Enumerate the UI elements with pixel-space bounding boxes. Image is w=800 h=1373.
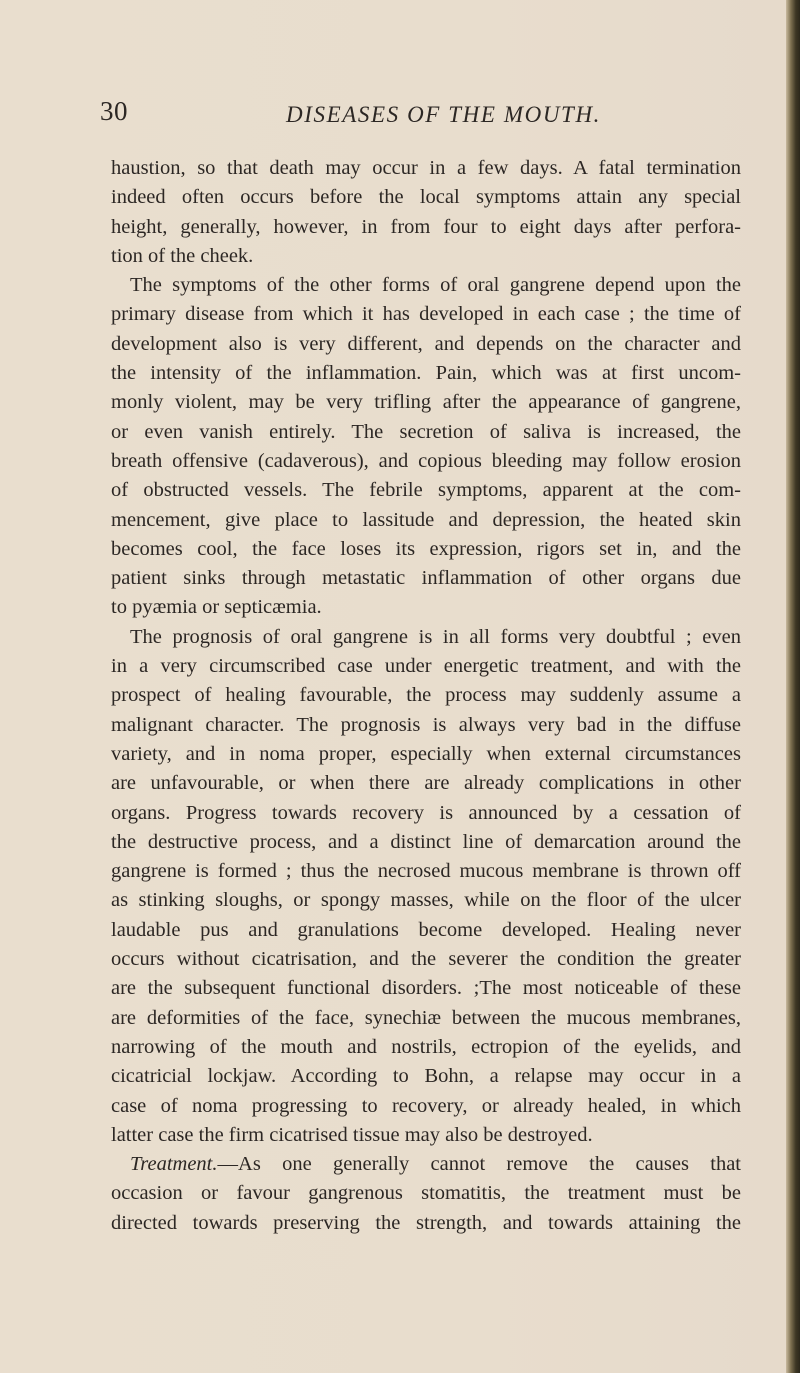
text-line: height, generally, however, in from four to eight days after perfora- (111, 215, 741, 238)
text-line: to pyæmia or septicæmia. (111, 596, 322, 619)
treatment-paragraph-line (111, 1150, 741, 1179)
treatment-heading: Treatment. (130, 1153, 218, 1176)
text-line: cicatricial lockjaw. According to Bohn, a relapse may occur in a (111, 1065, 741, 1088)
text-line: are the subsequent functional disorders. ;The most noticeable of these (111, 977, 741, 1000)
text-line: haustion, so that death may occur in a few days. A fatal termination (111, 157, 741, 179)
text-line: in a very circumscribed case under energetic treatment, and with the (111, 655, 741, 678)
text-line: organs. Progress towards recovery is announced by a cessation of (111, 801, 741, 824)
text-line: The symptoms of the other forms of oral gangrene depend upon the (130, 274, 741, 297)
page-edge-shadow (786, 0, 800, 1373)
text-line: prospect of healing favourable, the process may suddenly assume a (111, 684, 741, 707)
text-line: or even vanish entirely. The secretion of saliva is increased, the (111, 420, 741, 443)
text-line: occurs without cicatrisation, and the severer the condition the greater (111, 948, 741, 971)
page-number: 30 (100, 96, 128, 126)
text-line: gangrene is formed ; thus the necrosed mucous membrane is thrown off (111, 860, 741, 883)
text-line: mencement, give place to lassitude and depression, the heated skin (111, 508, 741, 531)
text-line: of obstructed vessels. The febrile symptoms, apparent at the com- (111, 479, 741, 502)
text-line: monly violent, may be very trifling after the appearance of gangrene, (111, 391, 741, 414)
text-line: the destructive process, and a distinct line of demarcation around the (111, 830, 741, 853)
text-line: are unfavourable, or when there are already complications in other (111, 772, 741, 795)
text-line: as stinking sloughs, or spongy masses, while on the floor of the ulcer (111, 889, 741, 912)
text-line: case of noma progressing to recovery, or already healed, in which (111, 1094, 741, 1117)
text-line: are deformities of the face, synechiæ between the mucous membranes, (111, 1006, 741, 1029)
text-line: indeed often occurs before the local symptoms attain any special (111, 186, 741, 209)
text-line: The prognosis of oral gangrene is in all forms very doubtful ; even (130, 625, 741, 648)
text-line: primary disease from which it has developed in each case ; the time of (111, 303, 741, 326)
text-line: variety, and in noma proper, especially when external circumstances (111, 742, 741, 765)
text-line: narrowing of the mouth and nostrils, ectropion of the eyelids, and (111, 1035, 741, 1058)
text-line: directed towards preserving the strength, and towards attaining the (111, 1211, 741, 1234)
text-line: development also is very different, and depends on the character and (111, 332, 741, 355)
text-line: tion of the cheek. (111, 244, 254, 267)
text-line: the intensity of the inflammation. Pain, which was at first uncom- (111, 362, 741, 385)
running-head (0, 96, 800, 136)
text-line: laudable pus and granulations become developed. Healing never (111, 918, 741, 941)
text-line: latter case the firm cicatrised tissue may also be destroyed. (111, 1123, 593, 1146)
text-line: occasion or favour gangrenous stomatitis, the treatment must be (111, 1182, 741, 1205)
text-line: malignant character. The prognosis is always very bad in the diffuse (111, 713, 741, 736)
text-line: patient sinks through metastatic inflammation of other organs due (111, 567, 741, 590)
body-text (111, 154, 741, 1238)
running-title: DISEASES OF THE MOUTH. (286, 102, 602, 127)
text-line: breath offensive (cadaverous), and copious bleeding may follow erosion (111, 449, 741, 472)
text-line: becomes cool, the face loses its expression, rigors set in, and the (111, 537, 741, 560)
text-line-fragment: —As one generally cannot remove the causes that (217, 1153, 741, 1176)
